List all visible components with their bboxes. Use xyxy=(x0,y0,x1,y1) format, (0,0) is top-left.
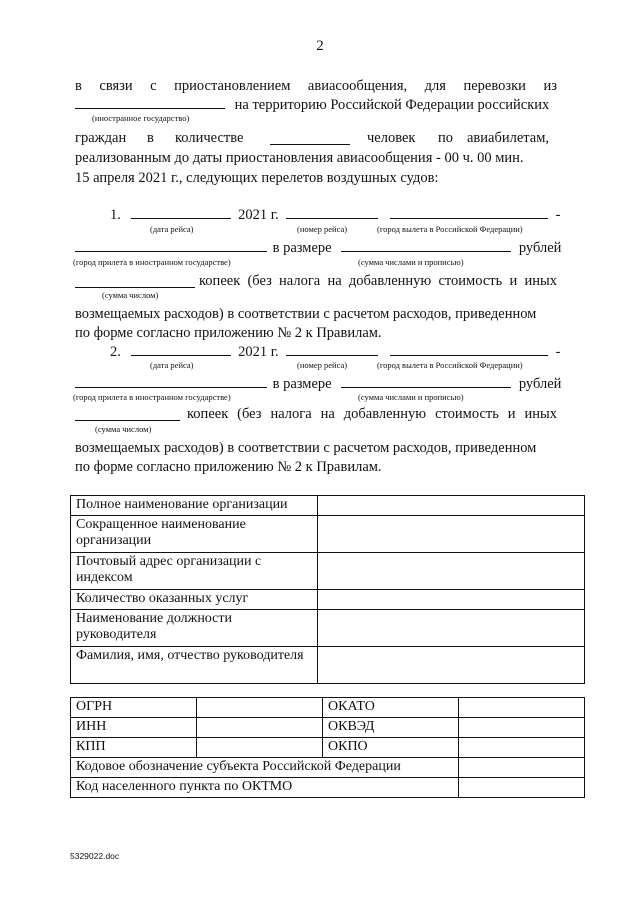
word: перевозки xyxy=(463,78,526,94)
table-row xyxy=(71,496,585,516)
row-label: Полное наименование организации xyxy=(71,496,318,516)
caption-arrival-city: (город прилета в иностранном государстве) xyxy=(73,392,231,402)
table-row xyxy=(71,516,585,553)
amount-label: в размере xyxy=(272,240,332,256)
word: добавленную xyxy=(343,406,427,422)
flight-1-tail-1: возмещаемых расходов) в соответствии с расчетом расходов, приведенном xyxy=(75,306,537,322)
table-row xyxy=(71,758,585,778)
table-row xyxy=(71,718,585,738)
flight-code-blank[interactable] xyxy=(286,205,378,219)
word: из xyxy=(543,78,557,94)
value-cell[interactable] xyxy=(318,553,585,590)
word: приостановлением xyxy=(174,78,291,94)
caption-amount-words: (сумма числами и прописью) xyxy=(358,257,464,267)
code-label: ОГРН xyxy=(71,698,197,718)
table-row xyxy=(71,553,585,590)
flight-2-line-1 xyxy=(110,342,560,361)
row-label: Сокращенное наименование организации xyxy=(71,516,318,553)
flight-1-tail-2: по форме согласно приложению № 2 к Правилам. xyxy=(75,325,382,341)
code-label: ИНН xyxy=(71,718,197,738)
word: на xyxy=(327,273,342,289)
kopecks-blank[interactable] xyxy=(75,274,195,288)
intro-line-2 xyxy=(75,95,549,114)
value-cell[interactable] xyxy=(459,758,585,778)
amount-words-blank[interactable] xyxy=(341,238,511,252)
departure-city-blank[interactable] xyxy=(390,205,548,219)
code-label: ОКПО xyxy=(323,738,459,758)
intro-text: на территорию Российской Федерации российских xyxy=(234,97,550,113)
word: и xyxy=(509,273,518,289)
row-label: Фамилия, имя, отчество руководителя xyxy=(71,647,318,684)
word: человек xyxy=(367,130,416,146)
word: стоимость xyxy=(438,273,503,289)
amount-label: в размере xyxy=(272,376,332,392)
word: налога xyxy=(270,406,312,422)
kopecks-text xyxy=(199,272,557,290)
code-label: Кодовое обозначение субъекта Российской Федерации xyxy=(71,758,459,778)
word: связи xyxy=(99,78,133,94)
word: добавленную xyxy=(348,273,432,289)
flight-2-line-2 xyxy=(75,374,561,393)
value-cell[interactable] xyxy=(197,698,323,718)
table-row xyxy=(71,590,585,610)
flight-1-line-1 xyxy=(110,205,560,224)
table-row xyxy=(71,778,585,798)
word: авиабилетам, xyxy=(467,130,550,146)
value-cell[interactable] xyxy=(197,718,323,738)
word: копеек xyxy=(187,406,229,422)
value-cell[interactable] xyxy=(318,610,585,647)
caption-amount-number: (сумма числом) xyxy=(95,424,152,434)
word: с xyxy=(150,78,157,94)
flight-2-tail-2: по форме согласно приложению № 2 к Правилам. xyxy=(75,459,382,475)
table-row xyxy=(71,698,585,718)
dash: - xyxy=(555,207,561,223)
word: и xyxy=(507,406,516,422)
caption-foreign-country: (иностранное государство) xyxy=(92,113,190,123)
caption-departure-city: (город вылета в Российской Федерации) xyxy=(377,224,523,234)
caption-amount-number: (сумма числом) xyxy=(102,290,159,300)
value-cell[interactable] xyxy=(318,496,585,516)
word: стоимость xyxy=(435,406,499,422)
caption-arrival-city: (город прилета в иностранном государстве) xyxy=(73,257,231,267)
flight-1-line-2 xyxy=(75,238,561,257)
word: по xyxy=(438,130,454,146)
table-row xyxy=(71,738,585,758)
kopecks-text xyxy=(187,405,557,423)
count-blank[interactable] xyxy=(270,131,350,145)
value-cell[interactable] xyxy=(459,698,585,718)
rubles-label: рублей xyxy=(518,376,562,392)
value-cell[interactable] xyxy=(459,778,585,798)
intro-line-1 xyxy=(75,77,557,95)
word: авиасообщения, xyxy=(307,78,408,94)
arrival-city-blank[interactable] xyxy=(75,238,267,252)
word: иных xyxy=(524,406,557,422)
word: (без xyxy=(247,273,272,289)
page-number: 2 xyxy=(316,38,324,54)
flight-2-tail-1: возмещаемых расходов) в соответствии с расчетом расходов, приведенном xyxy=(75,440,537,456)
arrival-city-blank[interactable] xyxy=(75,374,267,388)
flight-number: 1. xyxy=(110,207,121,223)
caption-departure-city: (город вылета в Российской Федерации) xyxy=(377,360,523,370)
word: в xyxy=(147,130,154,146)
departure-city-blank[interactable] xyxy=(390,342,548,356)
dash: - xyxy=(555,344,561,360)
flight-date-blank[interactable] xyxy=(131,342,231,356)
intro-line-5: 15 апреля 2021 г., следующих перелетов воздушных судов: xyxy=(75,170,439,186)
codes-table xyxy=(70,697,585,798)
kopecks-blank[interactable] xyxy=(75,407,180,421)
country-blank[interactable] xyxy=(75,95,225,109)
code-label: ОКАТО xyxy=(323,698,459,718)
word: количестве xyxy=(175,130,244,146)
word: (без xyxy=(237,406,262,422)
word: на xyxy=(320,406,335,422)
word: в xyxy=(75,78,82,94)
caption-flight-date: (дата рейса) xyxy=(150,360,194,370)
word: иных xyxy=(524,273,557,289)
value-cell[interactable] xyxy=(197,738,323,758)
flight-number: 2. xyxy=(110,344,121,360)
caption-flight-date: (дата рейса) xyxy=(150,224,194,234)
value-cell[interactable] xyxy=(318,516,585,553)
value-cell[interactable] xyxy=(318,590,585,610)
row-label: Почтовый адрес организации с индексом xyxy=(71,553,318,590)
value-cell[interactable] xyxy=(459,718,585,738)
code-label: ОКВЭД xyxy=(323,718,459,738)
amount-words-blank[interactable] xyxy=(341,374,511,388)
flight-date-blank[interactable] xyxy=(131,205,231,219)
caption-amount-words: (сумма числами и прописью) xyxy=(358,392,464,402)
word: копеек xyxy=(199,273,241,289)
caption-flight-code: (номер рейса) xyxy=(297,360,348,370)
row-label: Количество оказанных услуг xyxy=(71,590,318,610)
code-label: Код населенного пункта по ОКТМО xyxy=(71,778,459,798)
code-label: КПП xyxy=(71,738,197,758)
year-label: 2021 г. xyxy=(238,207,279,223)
table-row xyxy=(71,610,585,647)
table-row xyxy=(71,647,585,684)
file-name: 5329022.doc xyxy=(70,851,120,861)
value-cell[interactable] xyxy=(459,738,585,758)
value-cell[interactable] xyxy=(318,647,585,684)
flight-code-blank[interactable] xyxy=(286,342,378,356)
rubles-label: рублей xyxy=(518,240,562,256)
year-label: 2021 г. xyxy=(238,344,279,360)
caption-flight-code: (номер рейса) xyxy=(297,224,348,234)
word: граждан xyxy=(75,130,127,146)
word: для xyxy=(424,78,446,94)
word: налога xyxy=(279,273,321,289)
row-label: Наименование должности руководителя xyxy=(71,610,318,647)
intro-line-4: реализованным до даты приостановления авиасообщения - 00 ч. 00 мин. xyxy=(75,150,524,166)
organization-table xyxy=(70,495,585,684)
